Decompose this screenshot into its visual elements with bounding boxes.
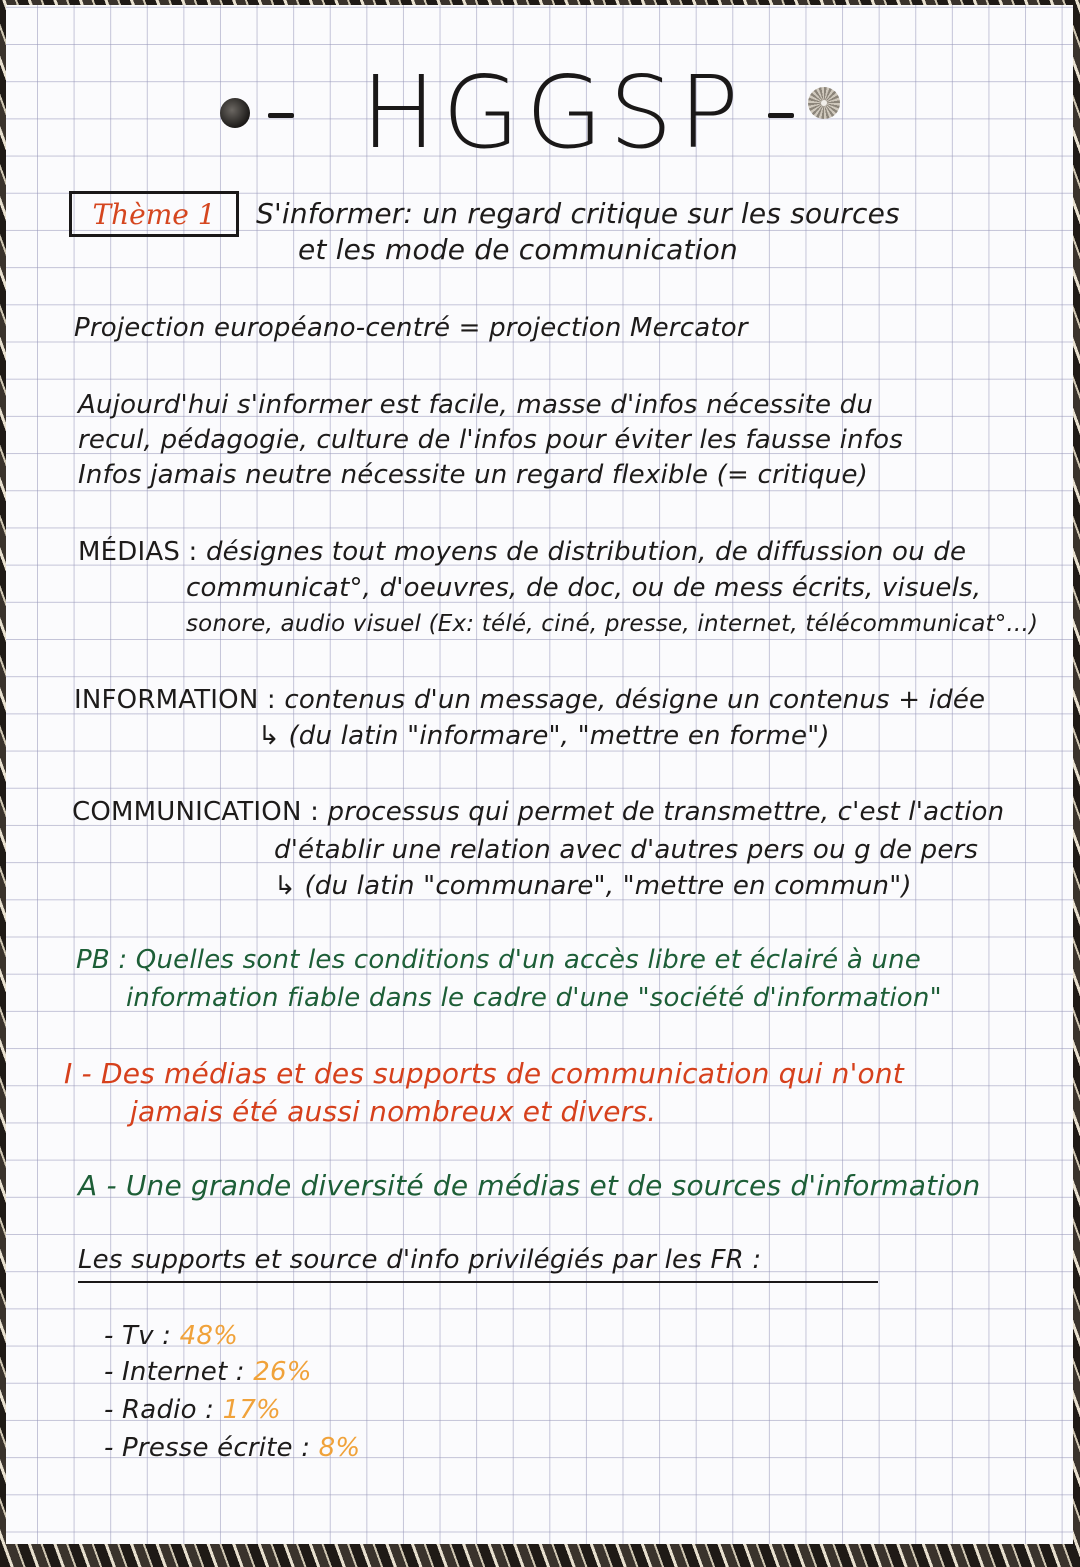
definition-medias-line-2: communicat°, d'oeuvres, de doc, ou de mess écrits, visuels, xyxy=(186,573,982,603)
support-label: - Presse écrite : xyxy=(104,1433,311,1463)
definition-information-line-2: ↳ (du latin "informare", "mettre en forme") xyxy=(258,721,830,751)
support-item-internet xyxy=(104,1357,312,1387)
support-value: 48% xyxy=(179,1321,238,1351)
definition-communication xyxy=(72,797,1004,827)
definition-medias-term: MÉDIAS : xyxy=(78,537,198,567)
supports-heading-underline xyxy=(78,1281,878,1283)
definition-medias xyxy=(78,537,966,567)
theme-label: Thème 1 xyxy=(92,197,216,231)
problematique-line-1: PB : Quelles sont les conditions d'un accès libre et éclairé à une xyxy=(76,945,921,975)
section-I-heading-line-2: jamais été aussi nombreux et divers. xyxy=(130,1095,657,1128)
theme-title-line-1: S'informer: un regard critique sur les sources xyxy=(256,197,900,230)
support-label: - Radio : xyxy=(104,1395,215,1425)
dark-bead-icon xyxy=(220,98,250,128)
definition-medias-line-3: sonore, audio visuel (Ex: télé, ciné, presse, internet, télécommunicat°...) xyxy=(186,611,1039,637)
title-dash-left xyxy=(268,113,294,118)
definition-communication-line-2: d'établir une relation avec d'autres pers ou g de pers xyxy=(274,835,979,865)
supports-heading: Les supports et source d'info privilégiés par les FR : xyxy=(78,1245,762,1275)
projection-note: Projection européano-centré = projection Mercator xyxy=(74,313,748,343)
grid-paper-page xyxy=(6,5,1073,1544)
support-label: - Tv : xyxy=(104,1321,172,1351)
definition-information-line-1: contenus d'un message, désigne un contenus + idée xyxy=(284,685,986,715)
theme-title-line-2: et les mode de communication xyxy=(298,233,738,266)
support-item-presse xyxy=(104,1433,360,1463)
intro-line-2: recul, pédagogie, culture de l'infos pour éviter les fausse infos xyxy=(78,425,903,455)
definition-communication-line-1: processus qui permet de transmettre, c'est l'action xyxy=(327,797,1005,827)
support-item-tv xyxy=(104,1321,238,1351)
definition-information xyxy=(74,685,985,715)
definition-communication-term: COMMUNICATION : xyxy=(72,797,320,827)
support-value: 17% xyxy=(222,1395,281,1425)
theme-label-box xyxy=(69,191,239,237)
problematique-line-2: information fiable dans le cadre d'une "société d'information" xyxy=(126,983,942,1013)
section-I-heading-line-1: I - Des médias et des supports de communication qui n'ont xyxy=(64,1057,904,1090)
support-item-radio xyxy=(104,1395,281,1425)
support-label: - Internet : xyxy=(104,1357,245,1387)
support-value: 26% xyxy=(253,1357,312,1387)
intro-line-3: Infos jamais neutre nécessite un regard flexible (= critique) xyxy=(78,460,869,490)
title-dash-right xyxy=(768,113,794,118)
definition-medias-line-1: désignes tout moyens de distribution, de diffussion ou de xyxy=(205,537,967,567)
support-value: 8% xyxy=(318,1433,361,1463)
page-title: HGGSP xyxy=(361,54,745,171)
intro-line-1: Aujourd'hui s'informer est facile, masse d'infos nécessite du xyxy=(78,390,873,420)
grey-bead-icon xyxy=(808,87,840,119)
definition-communication-line-3: ↳ (du latin "communare", "mettre en commun") xyxy=(274,871,912,901)
section-A-heading: A - Une grande diversité de médias et de sources d'information xyxy=(78,1169,981,1202)
definition-information-term: INFORMATION : xyxy=(74,685,276,715)
